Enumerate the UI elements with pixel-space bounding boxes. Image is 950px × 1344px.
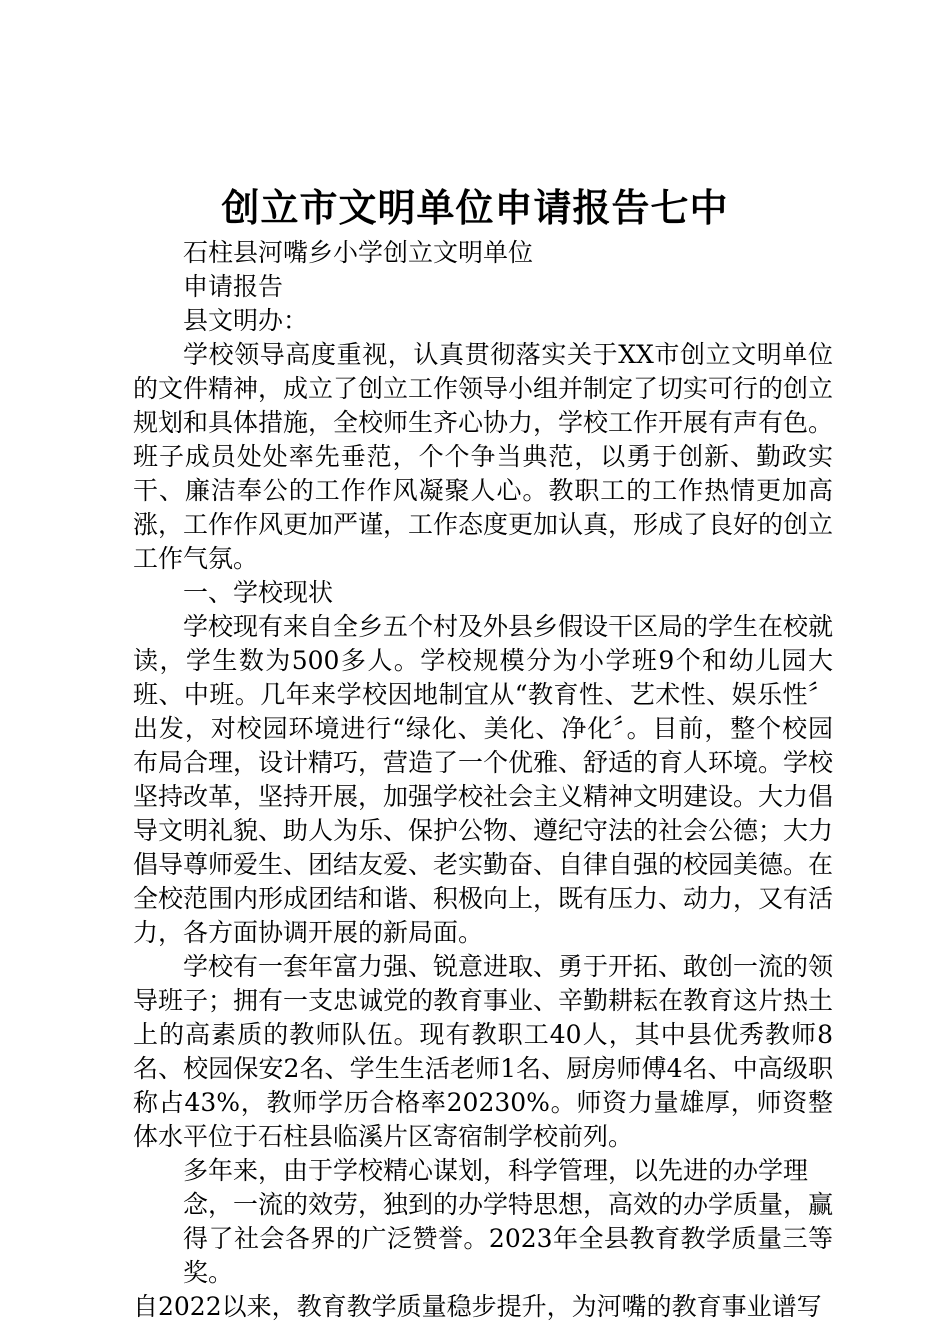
school-name-line: 石柱县河嘴乡小学创立文明单位 — [183, 238, 534, 267]
paragraph-achievements-line-2: 念，一流的效劳，独到的办学特思想，高效的办学质量，赢得了社会各界的广泛赞誉。2023年全县教育教学质量三等奖。 — [183, 1190, 834, 1287]
document-body — [133, 236, 833, 1324]
paragraph-intro: 学校领导高度重视，认真贯彻落实关于XX市创立文明单位的文件精神，成立了创立工作领导小组并制定了切实可行的创立规划和具体措施，全校师生齐心协力，学校工作开展有声有色。班子成员处处率先垂范，个个争当典范，以勇于创新、勤政实干、廉洁奉公的工作作风凝聚人心。教职工的工作热情更加高涨，工作作风更加严谨，工作态度更加认真，形成了良好的创立工作气氛。 — [133, 340, 834, 573]
section-heading: 一、学校现状 — [183, 578, 334, 607]
paragraph-school-status: 学校现有来自全乡五个村及外县乡假设干区局的学生在校就读，学生数为500多人。学校规模分为小学班9个和幼儿园大班、中班。几年来学校因地制宜从“教育性、艺术性、娱乐性〞出发，对校园环境进行“绿化、美化、净化〞。目前，整个校园布局合理，设计精巧，营造了一个优雅、舒适的育人环境。学校坚持改革，坚持开展，加强学校社会主义精神文明建设。大力倡导文明礼貌、助人为乐、保护公物、遵纪守法的社会公德；大力倡导尊师爱生、团结友爱、老实勤奋、自律自强的校园美德。在全校范围内形成团结和谐、积极向上，既有压力、动力，又有活力，各方面协调开展的新局面。 — [133, 612, 834, 947]
paragraph-achievements-line-1: 多年来，由于学校精心谋划，科学管理，以先进的办学理 — [183, 1156, 809, 1185]
report-label-line: 申请报告 — [183, 272, 284, 301]
paragraph-achievements-line-3: 自2022以来，教育教学质量稳步提升，为河嘴的教育事业谱写 — [133, 1292, 822, 1321]
paragraph-staff: 学校有一套年富力强、锐意进取、勇于开拓、敢创一流的领导班子；拥有一支忠诚党的教育事业、辛勤耕耘在教育这片热土上的高素质的教师队伍。现有教职工40人，其中县优秀教师8名、校园保安2名、学生生活老师1名、厨房师傅4名、中高级职称占43%，教师学历合格率20230%。师资力量雄厚，师资整体水平位于石柱县临溪片区寄宿制学校前列。 — [133, 952, 834, 1151]
recipient-line: 县文明办： — [183, 306, 309, 335]
document-title: 创立市文明单位申请报告七中 — [221, 185, 729, 230]
